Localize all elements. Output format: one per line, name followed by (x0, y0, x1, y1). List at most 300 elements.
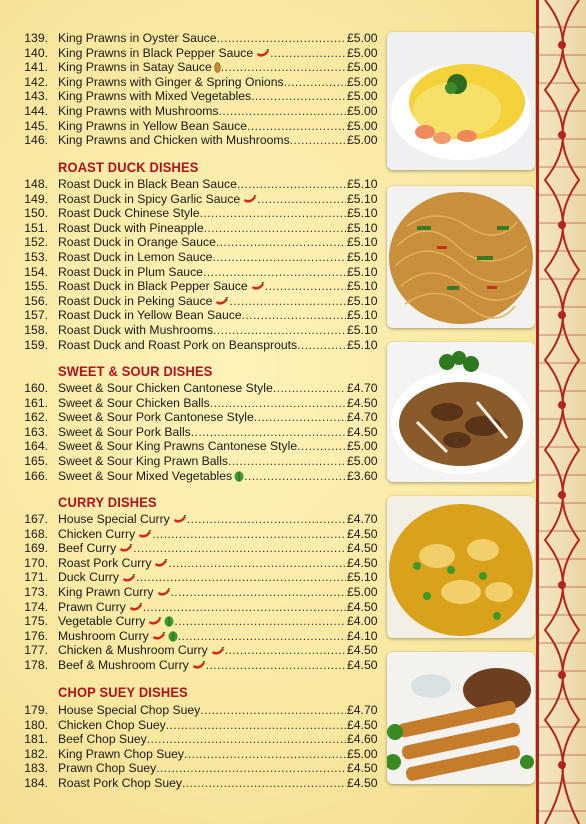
item-price: £5.10 (347, 337, 378, 352)
section-title-roast-duck: ROAST DUCK DISHES (58, 159, 199, 175)
item-price: £4.50 (347, 776, 378, 790)
item-number: 171. (24, 570, 48, 585)
menu-item (0, 89, 384, 104)
item-name: Roast Duck with Pineapple (58, 220, 204, 235)
item-number: 168. (24, 526, 48, 541)
item-name: King Prawns in Black Pepper Sauce (58, 45, 254, 60)
menu-item (0, 600, 384, 615)
item-name: Roast Duck in Spicy Garlic Sauce (58, 191, 241, 206)
item-name-wrap (58, 600, 346, 615)
item-price: £4.50 (347, 424, 378, 439)
item-price: £5.00 (347, 31, 378, 45)
item-name-wrap (58, 425, 346, 440)
item-price: £3.60 (347, 468, 378, 483)
dot-leader (147, 732, 346, 746)
menu-item (0, 338, 384, 353)
item-icons (232, 469, 244, 483)
item-name: Sweet & Sour Chicken Cantonese Style (58, 381, 273, 395)
item-name-wrap (58, 761, 346, 776)
item-icons (126, 600, 143, 614)
vegetarian-leaf-icon (234, 471, 244, 482)
item-number: 174. (24, 599, 48, 614)
chili-icon (192, 661, 206, 670)
item-price: £5.10 (347, 308, 378, 323)
item-number: 143. (24, 89, 48, 104)
item-name-wrap (58, 439, 346, 454)
item-price: £4.70 (347, 381, 378, 395)
menu-item (0, 323, 384, 338)
item-name: King Prawns and Chicken with Mushrooms (58, 133, 290, 148)
dot-leader (143, 600, 346, 614)
item-name-wrap (58, 177, 346, 192)
item-name: King Prawns in Yellow Bean Sauce (58, 118, 248, 133)
menu-item (0, 308, 384, 323)
item-number: 167. (24, 512, 48, 526)
dot-leader (229, 294, 346, 308)
satay-skewers-photo (387, 652, 535, 784)
item-name-wrap (58, 541, 346, 556)
menu-item (0, 439, 384, 454)
item-number: 170. (24, 555, 48, 570)
item-price: £5.00 (347, 104, 378, 118)
dot-leader (187, 512, 346, 526)
menu-item (0, 221, 384, 236)
item-name: Roast Duck with Mushrooms (58, 323, 214, 337)
item-name-wrap (58, 308, 346, 323)
item-price: £4.70 (347, 512, 378, 526)
item-icons (240, 192, 257, 206)
dot-leader (212, 250, 346, 264)
item-name: King Prawns in Oyster Sauce (58, 31, 217, 45)
menu-item (0, 643, 384, 658)
item-price: £5.00 (347, 118, 378, 133)
chili-icon (148, 617, 162, 626)
dot-leader (200, 206, 346, 220)
item-number: 169. (24, 541, 48, 556)
item-number: 181. (24, 732, 48, 747)
item-price: £4.50 (347, 541, 378, 556)
item-name-wrap (58, 776, 346, 791)
item-name: Chicken & Mushroom Curry (58, 643, 208, 658)
item-name: Beef Curry (58, 541, 117, 556)
item-number: 156. (24, 293, 48, 308)
item-name: Roast Duck in Orange Sauce (58, 235, 216, 250)
item-name: King Prawn Curry (58, 585, 154, 599)
item-name-wrap (58, 718, 346, 733)
chili-icon (173, 515, 187, 524)
dot-leader (221, 60, 346, 74)
item-name-wrap (58, 747, 346, 762)
dot-leader (182, 776, 346, 790)
dot-leader (225, 643, 346, 657)
item-name: Beef & Mushroom Curry (58, 658, 189, 672)
item-name: King Prawns with Mushrooms (58, 104, 219, 118)
item-price: £5.00 (347, 74, 378, 89)
item-name-wrap (58, 60, 346, 75)
item-number: 157. (24, 308, 48, 323)
menu-item (0, 732, 384, 747)
menu-item (0, 614, 384, 629)
item-number: 176. (24, 628, 48, 643)
item-icons (119, 570, 136, 584)
item-name-wrap (58, 235, 346, 250)
menu-item (0, 250, 384, 265)
item-icons (145, 614, 174, 628)
dot-leader (184, 747, 346, 761)
item-name-wrap (58, 585, 346, 600)
item-name: Roast Duck in Lemon Sauce (58, 250, 213, 264)
item-price: £4.50 (347, 643, 378, 658)
dot-leader (297, 338, 346, 352)
item-name: King Prawns in Satay Sauce (58, 60, 212, 75)
dot-leader (216, 235, 346, 249)
item-icons (116, 541, 133, 555)
item-price: £5.10 (347, 323, 378, 337)
item-icons (212, 60, 221, 74)
item-number: 179. (24, 703, 48, 717)
menu-item (0, 206, 384, 221)
item-number: 175. (24, 614, 48, 629)
item-name: Sweet & Sour Mixed Vegetables (58, 468, 233, 483)
chili-icon (157, 588, 171, 597)
decorative-border (536, 0, 586, 824)
item-price: £5.00 (347, 439, 378, 454)
item-number: 139. (24, 31, 48, 45)
menu-item (0, 294, 384, 309)
item-name-wrap (58, 206, 346, 221)
item-name: House Special Chop Suey (58, 703, 201, 717)
menu-item (0, 527, 384, 542)
section-title-sweet-sour: SWEET & SOUR DISHES (58, 363, 213, 379)
item-number: 149. (24, 191, 48, 206)
item-icons (253, 46, 270, 60)
item-number: 146. (24, 133, 48, 148)
menu-item (0, 541, 384, 556)
item-name-wrap (58, 265, 346, 280)
item-price: £4.00 (347, 614, 378, 629)
item-price: £5.10 (347, 177, 378, 191)
item-name-wrap (58, 512, 346, 527)
menu-item (0, 60, 384, 75)
item-number: 159. (24, 337, 48, 352)
dot-leader (206, 658, 346, 672)
chili-icon (211, 647, 225, 656)
item-name-wrap (58, 381, 346, 396)
dot-leader (191, 425, 346, 439)
item-number: 182. (24, 746, 48, 761)
item-number: 148. (24, 177, 48, 191)
item-name-wrap (58, 454, 346, 469)
dot-leader (273, 381, 346, 395)
item-name-wrap (58, 410, 346, 425)
item-name: King Prawns with Ginger & Spring Onions (58, 74, 284, 89)
item-name: Sweet & Sour King Prawns Cantonese Style (58, 439, 298, 454)
item-name: Roast Duck in Plum Sauce (58, 264, 203, 279)
item-number: 151. (24, 220, 48, 235)
menu-item (0, 133, 384, 148)
item-price: £5.00 (347, 89, 378, 104)
item-name: Roast Duck Chinese Style (58, 206, 200, 221)
egg-foo-yung-photo (387, 32, 535, 170)
item-name: Prawn Chop Suey (58, 761, 157, 776)
item-name-wrap (58, 643, 346, 658)
item-name: Roast Duck in Black Bean Sauce (58, 177, 237, 191)
item-number: 155. (24, 279, 48, 294)
item-number: 178. (24, 658, 48, 672)
item-icons (135, 527, 152, 541)
item-price: £5.10 (347, 250, 378, 264)
menu-item (0, 396, 384, 411)
item-name-wrap (58, 75, 346, 90)
dot-leader (254, 410, 346, 424)
item-name: Roast Pork Curry (58, 555, 152, 570)
item-number: 158. (24, 323, 48, 337)
dot-leader (200, 703, 346, 717)
chili-icon (154, 559, 168, 568)
item-number: 173. (24, 585, 48, 599)
item-icons (248, 279, 265, 293)
chili-icon (152, 632, 166, 641)
dot-leader (242, 308, 346, 322)
chili-icon (215, 297, 229, 306)
dot-leader (228, 454, 346, 468)
item-number: 180. (24, 717, 48, 732)
item-name-wrap (58, 527, 346, 542)
item-name-wrap (58, 629, 346, 644)
item-name: King Prawns with Mixed Vegetables (58, 89, 252, 104)
item-price: £4.50 (347, 555, 378, 570)
item-number: 142. (24, 74, 48, 89)
menu-item (0, 46, 384, 61)
menu-item (0, 381, 384, 396)
item-number: 144. (24, 104, 48, 118)
section-title-curry: CURRY DISHES (58, 494, 157, 510)
item-number: 153. (24, 250, 48, 264)
dot-leader (203, 265, 346, 279)
item-name: King Prawn Chop Suey (58, 746, 185, 761)
item-name: Roast Duck and Roast Pork on Beansprouts (58, 337, 298, 352)
item-price: £4.60 (347, 732, 378, 747)
item-name-wrap (58, 46, 346, 61)
item-name-wrap (58, 556, 346, 571)
item-number: 177. (24, 643, 48, 658)
item-name: House Special Curry (58, 512, 170, 526)
menu-item (0, 658, 384, 673)
item-name: Roast Duck in Yellow Bean Sauce (58, 308, 242, 323)
dot-leader (297, 439, 346, 453)
item-number: 160. (24, 381, 48, 395)
item-name: Prawn Curry (58, 599, 126, 614)
menu-item (0, 104, 384, 119)
chili-icon (119, 544, 133, 553)
menu-item (0, 192, 384, 207)
item-number: 166. (24, 468, 48, 483)
item-name: Sweet & Sour Pork Balls (58, 424, 191, 439)
item-name: Sweet & Sour Pork Cantonese Style (58, 410, 254, 425)
item-name-wrap (58, 658, 346, 673)
dot-leader (178, 629, 346, 643)
dot-leader (247, 119, 346, 133)
menu-item (0, 31, 384, 46)
item-price: £4.70 (347, 410, 378, 425)
item-name-wrap (58, 323, 346, 338)
item-price: £5.00 (347, 45, 378, 60)
item-number: 165. (24, 454, 48, 468)
item-name: Roast Pork Chop Suey (58, 776, 182, 790)
dot-leader (168, 556, 346, 570)
item-price: £5.10 (347, 206, 378, 221)
item-number: 152. (24, 235, 48, 250)
dot-leader (284, 75, 346, 89)
item-icons (154, 585, 171, 599)
item-name-wrap (58, 279, 346, 294)
item-name-wrap (58, 221, 346, 236)
item-name: Sweet & Sour King Prawn Balls (58, 454, 229, 468)
dot-leader (152, 527, 346, 541)
item-price: £4.10 (347, 628, 378, 643)
item-price: £5.00 (347, 133, 378, 148)
border-pattern-icon (539, 0, 586, 824)
item-name-wrap (58, 732, 346, 747)
dot-leader (166, 718, 346, 732)
dot-leader (244, 469, 346, 483)
menu-item (0, 570, 384, 585)
vegetarian-leaf-icon (168, 631, 178, 642)
item-number: 163. (24, 424, 48, 439)
item-name-wrap (58, 133, 346, 148)
item-price: £5.10 (347, 570, 378, 585)
dot-leader (270, 46, 346, 60)
item-price: £5.10 (347, 191, 378, 206)
dot-leader (265, 279, 346, 293)
item-name-wrap (58, 89, 346, 104)
item-name-wrap (58, 396, 346, 411)
item-name-wrap (58, 31, 346, 46)
item-name-wrap (58, 570, 346, 585)
item-name: Duck Curry (58, 570, 119, 585)
item-name-wrap (58, 469, 346, 484)
item-number: 184. (24, 776, 48, 790)
item-name-wrap (58, 338, 346, 353)
item-name-wrap (58, 192, 346, 207)
dot-leader (171, 585, 346, 599)
menu-item (0, 469, 384, 484)
item-price: £5.00 (347, 454, 378, 468)
menu-item (0, 425, 384, 440)
item-name-wrap (58, 294, 346, 309)
dot-leader (219, 104, 346, 118)
item-price: £4.50 (347, 717, 378, 732)
item-price: £4.50 (347, 761, 378, 776)
dot-leader (257, 192, 346, 206)
dot-leader (213, 323, 346, 337)
chili-icon (256, 49, 270, 58)
chili-icon (243, 195, 257, 204)
item-name: Sweet & Sour Chicken Balls (58, 395, 210, 410)
menu-item (0, 512, 384, 527)
item-name: Vegetable Curry (58, 614, 146, 629)
item-number: 161. (24, 395, 48, 410)
dot-leader (204, 221, 346, 235)
chili-icon (122, 574, 136, 583)
item-name: Roast Duck in Black Pepper Sauce (58, 279, 248, 294)
menu-item (0, 75, 384, 90)
item-name: Beef Chop Suey (58, 732, 147, 747)
menu-item (0, 585, 384, 600)
menu-item (0, 454, 384, 469)
item-price: £5.10 (347, 235, 378, 250)
item-price: £4.50 (347, 658, 378, 672)
item-name: Mushroom Curry (58, 628, 149, 643)
item-number: 145. (24, 118, 48, 133)
menu-item (0, 235, 384, 250)
menu-item (0, 703, 384, 718)
dot-leader (133, 541, 346, 555)
chili-icon (251, 282, 265, 291)
item-name-wrap (58, 703, 346, 718)
item-number: 141. (24, 60, 48, 75)
item-number: 140. (24, 45, 48, 60)
menu-item (0, 556, 384, 571)
dot-leader (237, 177, 346, 191)
item-name-wrap (58, 614, 346, 629)
item-number: 154. (24, 264, 48, 279)
chili-icon (129, 603, 143, 612)
menu-item (0, 776, 384, 791)
item-price: £5.10 (347, 293, 378, 308)
item-icons (212, 294, 229, 308)
vermicelli-noodles-photo (387, 186, 535, 328)
menu-item (0, 747, 384, 762)
item-price: £5.00 (347, 746, 378, 761)
item-icons (151, 556, 168, 570)
menu-item (0, 761, 384, 776)
item-name-wrap (58, 104, 346, 119)
item-name: Chicken Curry (58, 526, 136, 541)
item-price: £5.00 (347, 60, 378, 75)
nut-icon (214, 62, 221, 73)
dot-leader (251, 89, 346, 103)
item-price: £5.10 (347, 279, 378, 294)
dot-leader (210, 396, 346, 410)
menu-item (0, 279, 384, 294)
item-price: £5.10 (347, 264, 378, 279)
item-price: £4.50 (347, 395, 378, 410)
item-number: 164. (24, 439, 48, 454)
item-price: £5.10 (347, 220, 378, 235)
menu-item (0, 718, 384, 733)
item-number: 150. (24, 206, 48, 221)
item-number: 183. (24, 761, 48, 776)
dot-leader (290, 133, 346, 147)
item-number: 162. (24, 410, 48, 425)
item-name-wrap (58, 119, 346, 134)
item-icons (170, 512, 187, 526)
item-price: £4.50 (347, 599, 378, 614)
item-price: £5.00 (347, 585, 378, 599)
menu-item (0, 629, 384, 644)
item-price: £4.50 (347, 526, 378, 541)
menu-item (0, 265, 384, 280)
dot-leader (156, 761, 346, 775)
item-name: Chicken Chop Suey (58, 717, 166, 732)
stir-fry-beef-photo (387, 342, 535, 482)
item-name: Roast Duck in Peking Sauce (58, 293, 213, 308)
item-icons (149, 629, 178, 643)
vegetarian-leaf-icon (164, 616, 174, 627)
chicken-curry-photo (387, 496, 535, 638)
menu-item (0, 119, 384, 134)
